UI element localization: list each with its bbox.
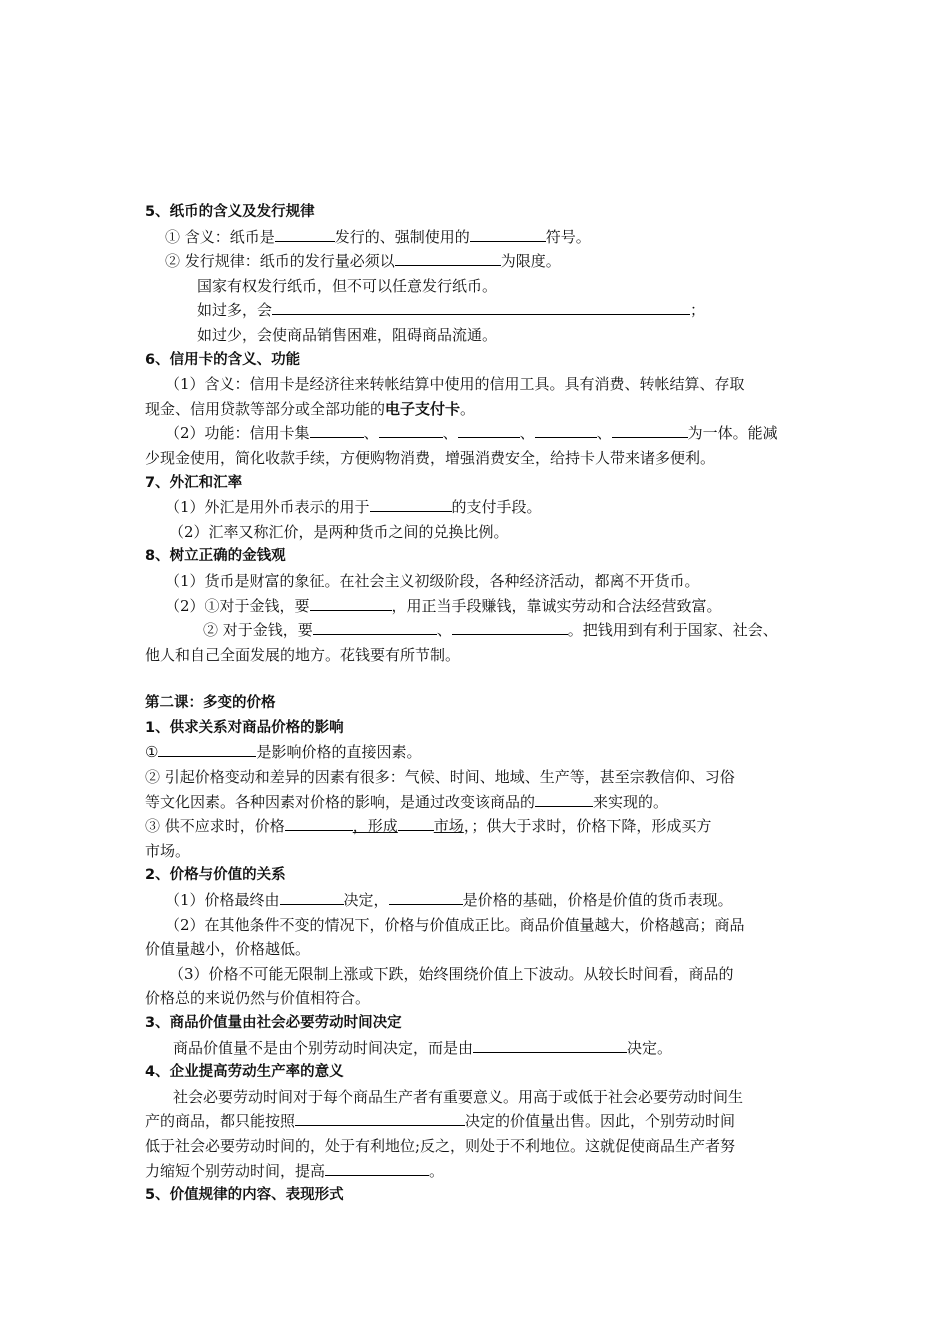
text: 符号。 <box>545 227 591 246</box>
paragraph <box>145 421 815 446</box>
fill-blank <box>458 422 520 438</box>
text: 、 <box>596 424 612 443</box>
section-heading: 4、企业提高劳动生产率的意义 <box>145 1064 344 1081</box>
text: 的支付手段。 <box>451 498 542 517</box>
fill-blank <box>452 619 568 635</box>
paragraph: 他人和自己全面发展的地方。花钱要有所节制。 <box>145 645 461 664</box>
paragraph <box>145 225 815 250</box>
paragraph <box>145 814 815 839</box>
text: 是影响价格的直接因素。 <box>256 743 422 762</box>
bold-term: 电子支付卡 <box>385 399 461 418</box>
spacer <box>145 667 815 691</box>
section-heading: 1、供求关系对商品价格的影响 <box>145 719 344 736</box>
text: 、 <box>519 424 535 443</box>
text: 决定。 <box>627 1038 673 1057</box>
fill-blank <box>470 226 546 242</box>
text: ，用正当手段赚钱，靠诚实劳动和合法经营致富。 <box>391 596 722 615</box>
paragraph <box>145 1036 815 1061</box>
text: 决定， <box>343 891 389 910</box>
fill-blank <box>379 422 443 438</box>
paragraph <box>145 790 815 815</box>
fill-blank <box>325 1160 429 1176</box>
fill-blank <box>275 226 335 242</box>
text: （1）价格最终由 <box>165 891 280 910</box>
paragraph: 国家有权发行纸币，但不可以任意发行纸币。 <box>197 276 498 295</box>
text: ② 发行规律：纸币的发行量必须以 <box>165 252 395 271</box>
paragraph: 低于社会必要劳动时间的，处于有利地位;反之，则处于不利地位。这就促使商品生产者努 <box>145 1136 736 1155</box>
text: 力缩短个别劳动时间，提高 <box>145 1161 326 1180</box>
paragraph <box>145 888 815 913</box>
document-page <box>145 200 815 1208</box>
text: 。 <box>460 399 476 418</box>
text: 、 <box>442 424 458 443</box>
text: 为限度。 <box>500 252 561 271</box>
paragraph <box>145 249 815 274</box>
section-heading: 7、外汇和汇率 <box>145 474 243 491</box>
paragraph <box>145 495 815 520</box>
paragraph <box>145 618 815 643</box>
text: 。 <box>429 1161 445 1180</box>
fill-blank <box>473 1037 627 1053</box>
fill-blank <box>313 619 437 635</box>
paragraph: （2）在其他条件不变的情况下，价格与价值成正比。商品价值量越大，价格越高；商品 <box>165 915 745 934</box>
fill-blank <box>285 815 353 831</box>
section-heading: 5、纸币的含义及发行规律 <box>145 204 315 220</box>
fill-blank <box>280 889 344 905</box>
paragraph: ② 引起价格变动和差异的因素有很多：气候、时间、地域、生产等，甚至宗教信仰、习俗 <box>145 768 735 787</box>
section-heading: 2、价格与价值的关系 <box>145 867 286 884</box>
paragraph: 价格总的来说仍然与价值相符合。 <box>145 989 371 1008</box>
text: （2）功能：信用卡集 <box>165 424 310 443</box>
fill-blank <box>535 422 597 438</box>
paragraph <box>145 1109 815 1134</box>
paragraph: （1）含义：信用卡是经济往来转帐结算中使用的信用工具。具有消费、转帐结算、存取 <box>165 375 745 394</box>
paragraph: 如过少，会使商品销售困难，阻碍商品流通。 <box>197 325 498 344</box>
fill-blank <box>295 1110 465 1126</box>
paragraph: 社会必要劳动时间对于每个商品生产者有重要意义。用高于或低于社会必要劳动时间生 <box>173 1087 744 1106</box>
text: ① 含义：纸币是 <box>165 227 275 246</box>
fill-blank <box>398 815 434 831</box>
paragraph: （3）价格不可能无限制上涨或下跌，始终围绕价值上下波动。从较长时间看，商品的 <box>169 964 734 983</box>
fill-blank <box>389 889 463 905</box>
text: 、 <box>436 621 452 640</box>
fill-blank <box>310 595 392 611</box>
fill-blank <box>310 422 364 438</box>
fill-blank <box>370 496 452 512</box>
text: 决定的价值量出售。因此，个别劳动时间 <box>465 1112 736 1131</box>
text: ③ 供不应求时，价格 <box>145 817 285 836</box>
text: 产的商品，都只能按照 <box>145 1112 296 1131</box>
text: ； <box>690 301 706 320</box>
text: 市场 <box>433 817 464 836</box>
text: 现金、信用贷款等部分或全部功能的 <box>145 399 386 418</box>
fill-blank <box>272 299 690 315</box>
text: 是价格的基础，价格是价值的货币表现。 <box>462 891 733 910</box>
text: ，形成 <box>352 817 398 836</box>
text: 来实现的。 <box>593 792 669 811</box>
section-heading: 5、价值规律的内容、表现形式 <box>145 1187 344 1204</box>
text: 等文化因素。各种因素对价格的影响，是通过改变该商品的 <box>145 792 536 811</box>
fill-blank <box>612 422 688 438</box>
lesson-title: 第二课：多变的价格 <box>145 695 276 712</box>
section-heading: 8、树立正确的金钱观 <box>145 548 286 565</box>
text: （1）外汇是用外币表示的用于 <box>165 498 370 517</box>
paragraph: 市场。 <box>145 841 191 860</box>
paragraph: （2）汇率又称汇价，是两种货币之间的兑换比例。 <box>169 522 509 541</box>
paragraph <box>145 740 815 765</box>
text: 商品价值量不是由个别劳动时间决定，而是由 <box>173 1038 474 1057</box>
paragraph <box>145 594 815 619</box>
paragraph <box>145 298 815 323</box>
text: ，；供大于求时，价格下降，形成买方 <box>463 817 712 836</box>
fill-blank <box>535 791 593 807</box>
fill-blank <box>158 741 256 757</box>
text: 发行的、强制使用的 <box>334 227 470 246</box>
paragraph <box>145 397 815 422</box>
text: 为一体。能减 <box>687 424 778 443</box>
section-heading: 3、商品价值量由社会必要劳动时间决定 <box>145 1015 402 1031</box>
text: 如过多，会 <box>197 301 273 320</box>
text: 、 <box>363 424 379 443</box>
text: 。把钱用到有利于国家、社会、 <box>567 621 778 640</box>
section-heading: 6、信用卡的含义、功能 <box>145 351 301 368</box>
text: ① <box>145 743 159 762</box>
paragraph: （1）货币是财富的象征。在社会主义初级阶段，各种经济活动，都离不开货币。 <box>165 571 700 590</box>
paragraph: 价值量越小，价格越低。 <box>145 940 311 959</box>
text: （2）①对于金钱，要 <box>165 596 310 615</box>
fill-blank <box>395 250 501 266</box>
text: ② 对于金钱，要 <box>203 621 313 640</box>
paragraph <box>145 1159 815 1184</box>
paragraph: 少现金使用，简化收款手续，方便购物消费，增强消费安全，给持卡人带来诸多便利。 <box>145 448 716 467</box>
